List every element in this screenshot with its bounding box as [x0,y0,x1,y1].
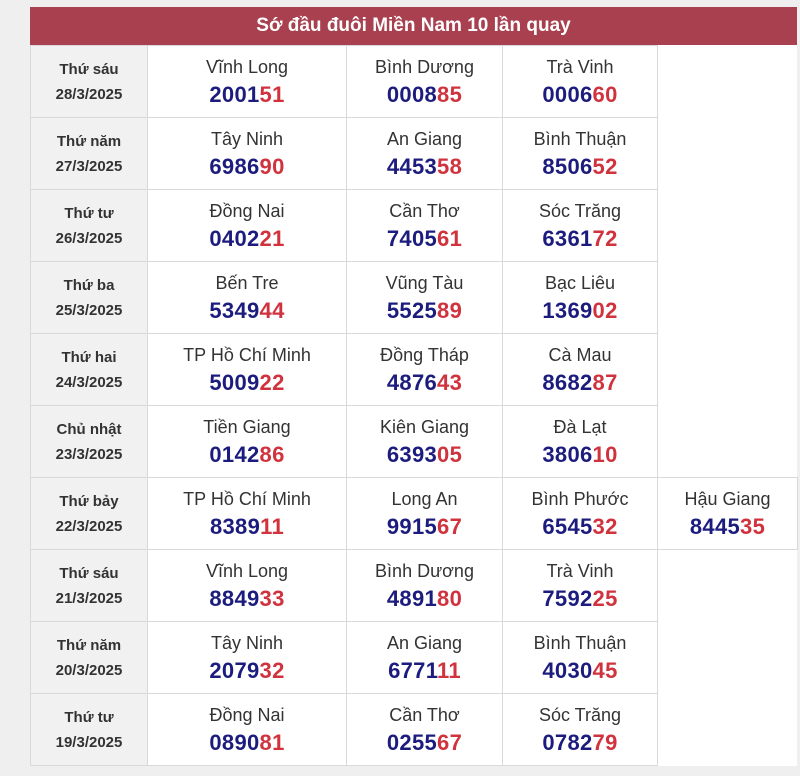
lottery-number [503,656,657,686]
number-tail: 22 [259,369,285,395]
number-head: 6393 [386,441,438,467]
table-row [31,118,798,190]
date-label: 27/3/2025 [55,157,123,175]
province-name: Long An [391,488,458,509]
number-tail: 67 [437,513,463,539]
number-tail: 61 [437,225,463,251]
lottery-number [347,728,502,758]
lottery-number [503,728,657,758]
lottery-number [503,224,657,254]
result-cell [347,550,503,622]
lottery-number [503,80,657,110]
province-name: Cà Mau [548,344,612,365]
number-tail: 05 [437,441,463,467]
number-head: 0006 [542,81,593,107]
empty-cell [658,262,798,334]
province-name: Hậu Giang [684,488,771,509]
draw-date-cell [31,262,148,334]
province-name: Cần Thơ [389,704,460,725]
date-label: 25/3/2025 [55,301,123,319]
results-table [30,45,798,766]
result-cell [503,694,658,766]
table-row [31,550,798,622]
province-name: Bình Thuận [533,632,627,653]
result-cell [503,46,658,118]
province-name: TP Hồ Chí Minh [183,488,311,509]
number-head: 6361 [542,225,593,251]
province-name: Kiên Giang [379,416,470,437]
lottery-number [148,296,346,326]
lottery-number [148,152,346,182]
result-cell [503,262,658,334]
number-tail: 33 [259,585,285,611]
number-head: 4876 [386,369,438,395]
province-name: Sóc Trăng [538,200,622,221]
weekday-label: Thứ bảy [59,492,119,510]
province-name: Tiền Giang [203,416,291,437]
number-head: 5525 [386,297,438,323]
number-tail: 43 [437,369,463,395]
empty-cell [658,118,798,190]
province-name: Sóc Trăng [538,704,622,725]
province-name: Bình Dương [375,560,474,581]
weekday-label: Thứ sáu [59,60,119,78]
number-tail: 86 [259,441,285,467]
table-row [31,406,798,478]
number-head: 2079 [209,657,260,683]
result-cell [503,406,658,478]
empty-cell [658,46,798,118]
number-tail: 89 [437,297,463,323]
number-head: 0890 [209,729,260,755]
empty-cell [658,406,798,478]
number-head: 0008 [386,81,438,107]
table-row [31,478,798,550]
number-tail: 21 [259,225,285,251]
lottery-number [347,296,502,326]
number-head: 4891 [386,585,438,611]
result-cell [503,118,658,190]
table-row [31,262,798,334]
result-cell [347,694,503,766]
province-name: Đồng Nai [209,704,285,725]
empty-cell [658,550,798,622]
province-name: Cần Thơ [389,200,460,221]
results-panel [30,7,797,766]
result-cell [148,190,347,262]
lottery-number [347,584,502,614]
result-cell [503,478,658,550]
province-name: An Giang [386,128,463,149]
lottery-number [347,440,502,470]
number-head: 0255 [386,729,438,755]
result-cell [347,622,503,694]
province-name: An Giang [386,632,463,653]
province-name: TP Hồ Chí Minh [183,344,311,365]
weekday-label: Thứ sáu [59,564,119,582]
result-cell [503,190,658,262]
result-cell [347,334,503,406]
province-name: Bình Dương [375,56,474,77]
draw-date-cell [31,550,148,622]
number-head: 6986 [209,153,260,179]
number-tail: 60 [592,81,618,107]
number-tail: 85 [437,81,463,107]
date-label: 20/3/2025 [55,661,123,679]
number-tail: 90 [259,153,285,179]
number-tail: 44 [259,297,285,323]
result-cell [503,622,658,694]
province-name: Bình Thuận [533,128,627,149]
lottery-number [658,512,797,542]
number-tail: 79 [592,729,618,755]
number-tail: 35 [740,513,766,539]
weekday-label: Thứ tư [64,204,114,222]
date-label: 28/3/2025 [55,85,123,103]
table-title: Sớ đầu đuôi Miền Nam 10 lần quay [30,7,797,45]
province-name: Vũng Tàu [385,272,464,293]
province-name: Bến Tre [215,272,279,293]
lottery-number [503,512,657,542]
number-head: 2001 [209,81,260,107]
weekday-label: Thứ hai [61,348,117,366]
number-tail: 51 [259,81,285,107]
draw-date-cell [31,694,148,766]
lottery-number [148,440,346,470]
province-name: Bình Phước [531,488,629,509]
draw-date-cell [31,406,148,478]
result-cell [347,118,503,190]
number-head: 3806 [542,441,593,467]
number-tail: 02 [592,297,618,323]
province-name: Vĩnh Long [205,56,289,77]
result-cell [347,478,503,550]
lottery-number [148,80,346,110]
lottery-number [503,440,657,470]
number-tail: 80 [437,585,463,611]
number-head: 5349 [209,297,260,323]
draw-date-cell [31,46,148,118]
result-cell [148,550,347,622]
result-cell [148,406,347,478]
draw-date-cell [31,118,148,190]
table-row [31,622,798,694]
date-label: 24/3/2025 [55,373,123,391]
province-name: Tây Ninh [210,632,284,653]
table-row [31,190,798,262]
number-head: 8445 [689,513,741,539]
number-head: 0402 [209,225,260,251]
number-head: 1369 [542,297,593,323]
lottery-number [503,584,657,614]
result-cell [148,46,347,118]
number-tail: 87 [592,369,618,395]
draw-date-cell [31,622,148,694]
lottery-number [148,368,346,398]
number-tail: 11 [260,513,284,539]
date-label: 23/3/2025 [55,445,123,463]
province-name: Vĩnh Long [205,560,289,581]
number-head: 6545 [542,513,593,539]
number-tail: 32 [259,657,285,683]
weekday-label: Thứ năm [56,636,122,654]
number-head: 8682 [542,369,593,395]
lottery-number [148,224,346,254]
province-name: Đồng Nai [209,200,285,221]
province-name: Đà Lạt [553,416,607,437]
empty-cell [658,334,798,406]
number-tail: 25 [592,585,618,611]
lottery-number [347,656,502,686]
number-head: 0142 [209,441,260,467]
weekday-label: Thứ năm [56,132,122,150]
empty-cell [658,622,798,694]
lottery-number [148,656,346,686]
number-tail: 10 [592,441,618,467]
result-cell [148,334,347,406]
date-label: 21/3/2025 [55,589,123,607]
date-label: 26/3/2025 [55,229,123,247]
lottery-number [148,584,346,614]
date-label: 22/3/2025 [55,517,123,535]
result-cell [503,550,658,622]
draw-date-cell [31,334,148,406]
result-cell [347,406,503,478]
result-cell [148,622,347,694]
lottery-number [347,80,502,110]
result-cell [347,46,503,118]
number-head: 0782 [542,729,593,755]
province-name: Trà Vinh [546,560,614,581]
province-name: Tây Ninh [210,128,284,149]
number-head: 4453 [386,153,438,179]
result-cell [503,334,658,406]
number-tail: 58 [437,153,463,179]
result-cell [347,262,503,334]
lottery-number [347,152,502,182]
number-tail: 45 [592,657,618,683]
weekday-label: Thứ ba [63,276,115,294]
result-cell [658,478,798,550]
lottery-number [503,296,657,326]
result-cell [148,478,347,550]
number-head: 7405 [386,225,438,251]
result-cell [347,190,503,262]
lottery-number [148,512,346,542]
number-head: 8506 [542,153,593,179]
lottery-number [347,224,502,254]
weekday-label: Thứ tư [64,708,114,726]
lottery-number [347,368,502,398]
province-name: Đồng Tháp [380,344,469,365]
table-row [31,334,798,406]
province-name: Bạc Liêu [544,272,616,293]
draw-date-cell [31,190,148,262]
lottery-number [503,152,657,182]
number-head: 4030 [542,657,593,683]
number-head: 7592 [542,585,593,611]
number-tail: 32 [592,513,618,539]
number-tail: 72 [592,225,618,251]
number-head: 5009 [209,369,260,395]
table-row [31,694,798,766]
number-tail: 81 [259,729,285,755]
table-row [31,46,798,118]
empty-cell [658,190,798,262]
result-cell [148,118,347,190]
number-tail: 52 [592,153,618,179]
province-name: Trà Vinh [546,56,614,77]
number-head: 8389 [209,513,261,539]
lottery-number [503,368,657,398]
lottery-number [347,512,502,542]
number-tail: 11 [437,657,461,683]
number-head: 9915 [386,513,438,539]
lottery-number [148,728,346,758]
date-label: 19/3/2025 [55,733,123,751]
result-cell [148,694,347,766]
draw-date-cell [31,478,148,550]
number-head: 6771 [388,657,438,683]
empty-cell [658,694,798,766]
number-head: 8849 [209,585,260,611]
result-cell [148,262,347,334]
weekday-label: Chủ nhật [56,420,122,438]
number-tail: 67 [437,729,463,755]
